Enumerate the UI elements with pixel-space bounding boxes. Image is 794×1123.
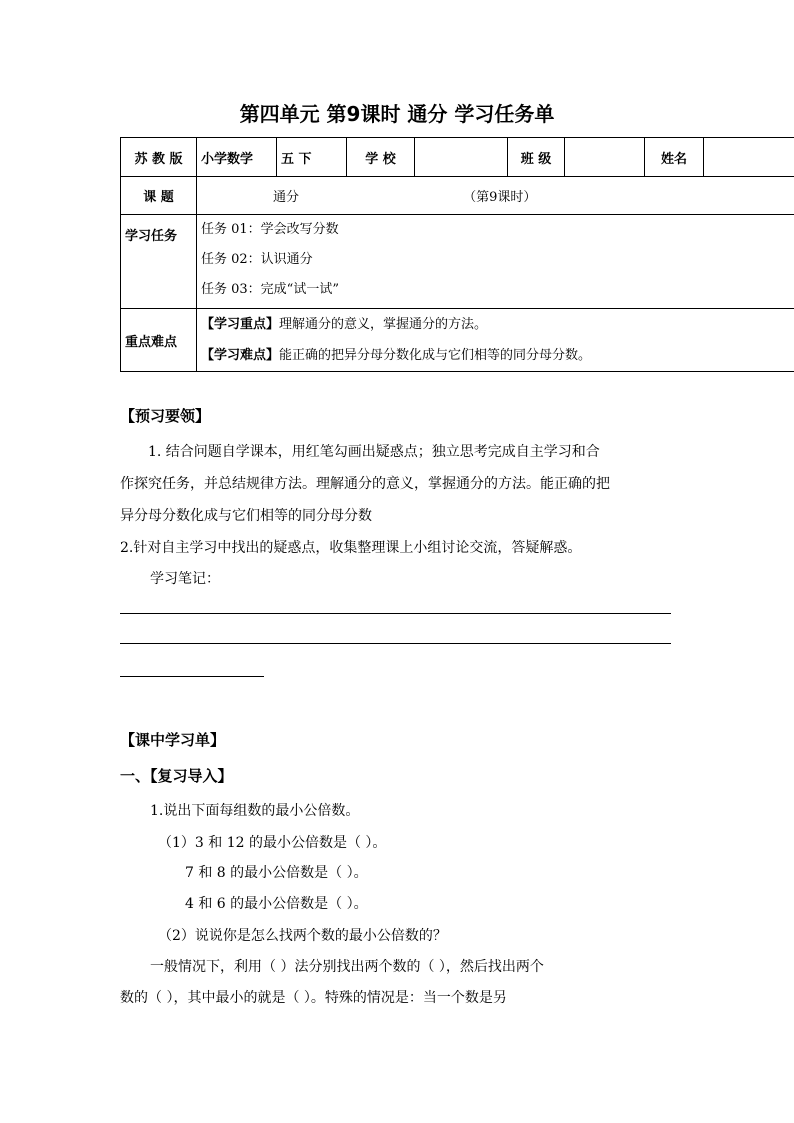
task-item: 任务 01：学会改写分数 [201,222,339,237]
publisher-cell: 苏 教 版 [121,138,197,177]
tasks-cell [197,215,794,309]
answer-line1: 一般情况下，利用（ ）法分别找出两个数的（ ），然后找出两个 [150,959,544,975]
name-label: 姓名 [645,138,704,177]
grade-cell: 五 下 [277,138,347,177]
question-1: 1.说出下面每组数的最小公倍数。 [150,803,360,819]
key-label: 重点难点 [121,309,197,372]
lesson-name: 通分 [273,190,300,205]
preview-item1-line2: 作探究任务，并总结规律方法。理解通分的意义，掌握通分的方法。能正确的把 [120,476,610,492]
note-line[interactable] [120,643,671,644]
key-cell [197,309,794,372]
subject-cell: 小学数学 [197,138,277,177]
notes-label: 学习笔记： [150,571,220,587]
difficulty-tag: 【学习难点】 [201,348,280,363]
school-label: 学 校 [347,138,415,177]
task-item: 任务 02：认识通分 [201,252,313,267]
info-table [120,137,794,372]
task-item: 任务 03：完成“试一试” [201,282,339,297]
question-2: （2）说说你是怎么找两个数的最小公倍数的？ [158,928,447,944]
tasks-label: 学习任务 [121,215,197,309]
key-point-text: 理解通分的意义，掌握通分的方法。 [279,317,488,332]
key-point-tag: 【学习重点】 [201,317,280,332]
review-heading: 一、【复习导入】 [120,767,233,785]
lesson-cell [197,177,794,215]
name-field[interactable] [704,138,794,177]
page-title: 第四单元 第9课时 通分 学习任务单 [239,102,555,126]
preview-item1-line3: 异分母分数化成与它们相等的同分母分数 [120,508,372,524]
question-1c: 4 和 6 的最小公倍数是（ ）。 [185,896,368,912]
difficulty-text: 能正确的把异分母分数化成与它们相等的同分母分数。 [279,348,592,363]
school-field[interactable] [415,138,508,177]
class-label: 班 级 [508,138,565,177]
lesson-period: （第9课时） [463,190,537,205]
class-field[interactable] [565,138,645,177]
class-sheet-heading: 【课中学习单】 [120,731,226,749]
question-1b: 7 和 8 的最小公倍数是（ ）。 [185,865,368,881]
lesson-label: 课 题 [121,177,197,215]
question-1a: （1）3 和 12 的最小公倍数是（ ）。 [158,835,387,851]
preview-item2: 2.针对自主学习中找出的疑惑点，收集整理课上小组讨论交流，答疑解惑。 [120,540,582,556]
note-line[interactable] [120,676,264,677]
preview-item1-line1: 1. 结合问题自学课本，用红笔勾画出疑惑点；独立思考完成自主学习和合 [148,444,600,460]
preview-heading: 【预习要领】 [120,407,211,425]
answer-line2: 数的（ ），其中最小的就是（ ）。特殊的情况是：当一个数是另 [120,990,507,1006]
note-line[interactable] [120,613,671,614]
